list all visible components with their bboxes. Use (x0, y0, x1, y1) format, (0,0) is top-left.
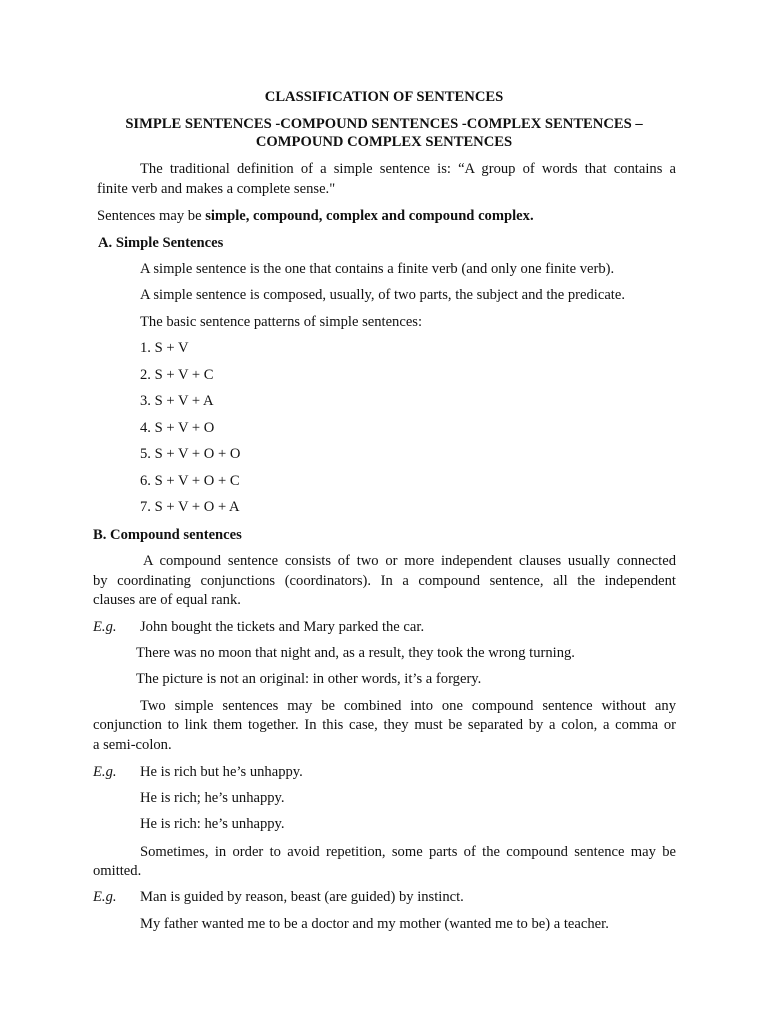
omission-line-2: omitted. (93, 863, 142, 879)
section-a-paragraph-1: A simple sentence is the one that contains a finite verb (and only one finite verb). (140, 261, 615, 277)
compound-definition-line-1: A compound sentence consists of two or more independent clauses usually connected (143, 553, 676, 569)
combination-line-1: Two simple sentences may be combined into one compound sentence without any (140, 698, 676, 714)
pattern-item: 3. S + V + A (140, 393, 214, 409)
example-sentence: The picture is not an original: in other words, it’s a forgery. (136, 671, 482, 687)
subtitle-line-1: SIMPLE SENTENCES -COMPOUND SENTENCES -COMPLEX SENTENCES – (125, 116, 643, 132)
pattern-item: 1. S + V (140, 340, 189, 356)
intro-line-1: The traditional definition of a simple sentence is: “A group of words that contains a (140, 161, 676, 177)
subtitle-line-2: COMPOUND COMPLEX SENTENCES (255, 134, 513, 150)
example-sentence: Man is guided by reason, beast (are guided) by instinct. (140, 889, 464, 905)
sentence-types-prefix: Sentences may be (97, 208, 206, 224)
example-sentence: He is rich; he’s unhappy. (140, 790, 285, 806)
intro-line-2: finite verb and makes a complete sense." (97, 181, 336, 197)
example-label: E.g. (93, 619, 117, 635)
pattern-item: 5. S + V + O + O (140, 446, 241, 462)
example-sentence: There was no moon that night and, as a result, they took the wrong turning. (136, 645, 575, 661)
example-sentence: John bought the tickets and Mary parked the car. (140, 619, 425, 635)
document-title: CLASSIFICATION OF SENTENCES (264, 89, 504, 105)
compound-definition-line-3: clauses are of equal rank. (93, 592, 241, 608)
section-a-paragraph-2: A simple sentence is composed, usually, of two parts, the subject and the predicate. (140, 287, 625, 303)
section-a-heading: A. Simple Sentences (98, 235, 224, 251)
example-sentence: He is rich: he’s unhappy. (140, 816, 285, 832)
pattern-item: 2. S + V + C (140, 367, 214, 383)
section-b-heading: B. Compound sentences (93, 527, 242, 543)
pattern-item: 4. S + V + O (140, 420, 215, 436)
omission-line-1: Sometimes, in order to avoid repetition, some parts of the compound sentence may be (140, 844, 676, 860)
section-a-paragraph-3: The basic sentence patterns of simple sentences: (140, 314, 423, 330)
combination-line-2: conjunction to link them together. In this case, they must be separated by a colon, a comma or (93, 717, 676, 733)
example-sentence: He is rich but he’s unhappy. (140, 764, 303, 780)
example-label: E.g. (93, 889, 117, 905)
combination-line-3: a semi-colon. (93, 737, 172, 753)
pattern-item: 7. S + V + O + A (140, 499, 240, 515)
example-sentence: My father wanted me to be a doctor and my mother (wanted me to be) a teacher. (140, 916, 609, 932)
sentence-types (97, 207, 534, 225)
pattern-item: 6. S + V + O + C (140, 473, 240, 489)
sentence-types-list: simple, compound, complex and compound complex. (205, 208, 534, 224)
example-label: E.g. (93, 764, 117, 780)
compound-definition-line-2: by coordinating conjunctions (coordinators). In a compound sentence, all the independent (93, 573, 676, 589)
